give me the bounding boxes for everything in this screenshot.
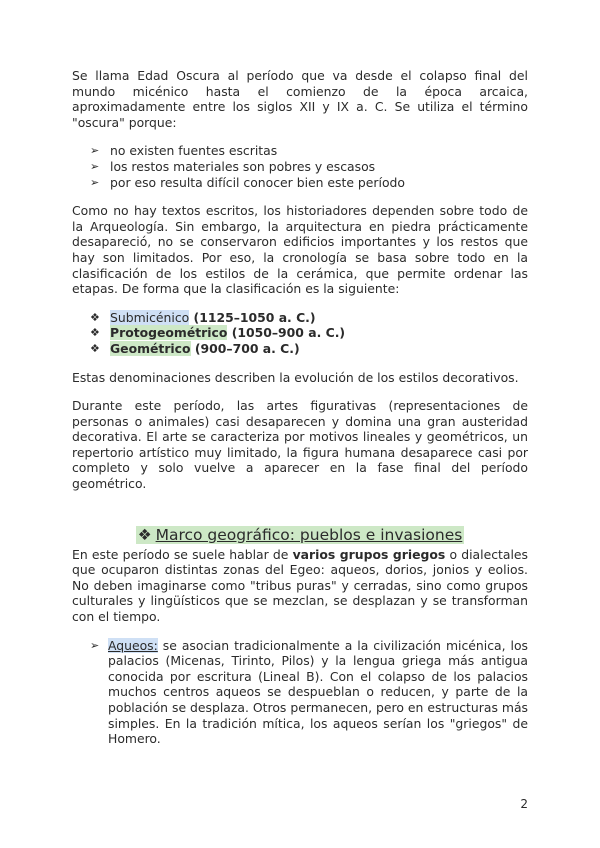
list-item: ➢ por eso resulta difícil conocer bien este período — [90, 174, 405, 190]
diamond-bullet-icon: ❖ — [90, 341, 100, 355]
styles-paragraph: Estas denominaciones describen la evolución de los estilos decorativos. — [72, 369, 519, 385]
aqueos-text: se asocian tradicionalmente a la civilización micénica, los palacios (Micenas, Tirinto, Pilos) y la lengua griega más antigua conocida por escritura (Lineal B). Con el colapso de los palacios muchos centros aqueos se despueblan o reducen, y parte de la población se desplaza. Otros permanecen, pero en estructuras más simples. En la tradición mítica, los aqueos serían los "griegos" de Homero. — [108, 637, 528, 747]
list-item: ➢ no existen fuentes escritas — [90, 143, 278, 159]
reasons-list — [90, 143, 528, 190]
document-page — [72, 68, 528, 747]
intro-paragraph: Se llama Edad Oscura al período que va desde el colapso final del mundo micénico hasta el comienzo de la época arcaica, aproximadamente entre los siglos XII y IX a. C. Se utiliza el término "oscura" porque: — [72, 68, 528, 130]
arrow-bullet-icon: ➢ — [90, 144, 100, 158]
arrow-bullet-icon: ➢ — [90, 638, 100, 652]
periods-list — [90, 310, 528, 357]
section-title: Marco geográfico: pueblos e invasiones — [155, 525, 463, 544]
list-item: ➢ los restos materiales son pobres y escasos — [90, 158, 376, 174]
peoples-list — [90, 638, 528, 747]
period-name: Geométrico — [110, 340, 191, 356]
period-dates: (1050–900 a. C.) — [227, 325, 346, 341]
diamond-bullet-icon: ❖ — [90, 326, 100, 340]
list-item — [90, 325, 528, 341]
art-paragraph: Durante este período, las artes figurativas (representaciones de personas o animales) casi desaparecen y domina una gran austeridad decorativa. El arte se caracteriza por motivos lineales y geométricos, un repertorio artístico muy limitado, la figura humana desaparece casi por completo y solo vuelve a aparecer en la fase final del período geométrico. — [72, 398, 528, 492]
arrow-bullet-icon: ➢ — [90, 159, 100, 173]
period-dates: (900–700 a. C.) — [190, 340, 300, 356]
period-name: Submicénico — [110, 309, 190, 325]
period-name: Protogeométrico — [110, 325, 228, 341]
diamond-bullet-icon: ❖ — [90, 310, 100, 324]
archaeology-paragraph: Como no hay textos escritos, los historiadores dependen sobre todo de la Arqueología. Sin embargo, la arquitectura en piedra prácticamente desapareció, no se conservaron edificios importantes y los restos que hay son limitados. Por eso, la cronología se basa sobre todo en la clasificación de los estilos de la cerámica, que permite ordenar las etapas. De forma que la clasificación es la siguiente: — [72, 203, 528, 297]
list-item — [90, 638, 528, 747]
list-item — [90, 310, 528, 326]
period-dates: (1125–1050 a. C.) — [189, 309, 316, 325]
aqueos-term: Aqueos: — [108, 637, 158, 653]
arrow-bullet-icon: ➢ — [90, 175, 100, 189]
list-item — [90, 341, 528, 357]
page-number: 2 — [520, 797, 528, 811]
groups-paragraph: En este período se suele hablar de varios grupos griegos o dialectales que ocuparon distintas zonas del Egeo: aqueos, dorios, jonios y eolios. No deben imaginarse como "tribus puras" y cerradas, sino como grupos culturales y lingüísticos que se mezclan, se desplazan y se transforman con el tiempo. — [72, 546, 529, 625]
diamond-icon: ❖ — [137, 525, 152, 544]
section-heading — [72, 526, 528, 545]
